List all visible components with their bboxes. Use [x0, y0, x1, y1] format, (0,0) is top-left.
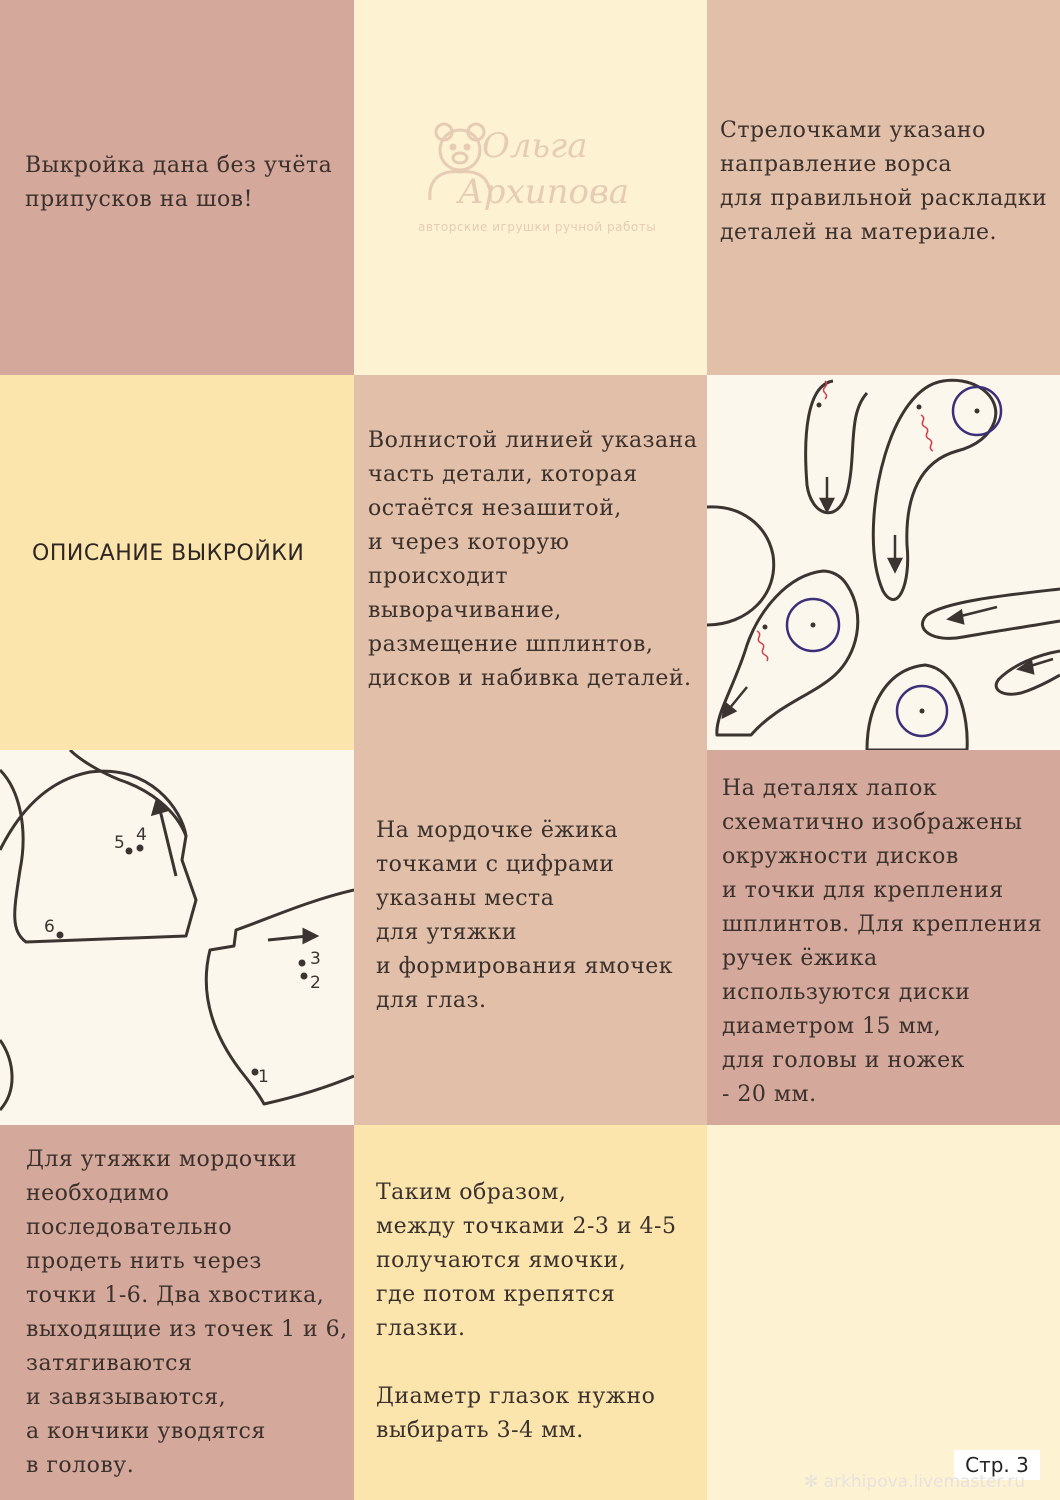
tightening-note-text: Для утяжки мордочки необходимо последовательно продеть нить через точки 1-6. Два хвостика, выходящие из точек 1 и 6, затягиваются и завязываются, а кончики уводятся в голову. — [26, 1147, 348, 1478]
logo-first-name: Ольга — [482, 126, 588, 166]
cell-result-note — [354, 1125, 707, 1500]
snowflake-icon: ✻ — [804, 1472, 819, 1492]
paws-note-text: На деталях лапок схематично изображены окружности дисков и точки для крепления шплинтов. Для крепления ручек ёжика используются диски диаметром 15 мм, для головы и ножек - 20 мм. — [722, 776, 1043, 1107]
wavy-note-text: Волнистой линией указана часть детали, которая остаётся незашитой, и через которую происходит выворачивание, размещение шплинтов, дисков и набивка деталей. — [368, 428, 698, 691]
point-label-1: 1 — [258, 1067, 269, 1087]
cell-muzzle-pattern — [0, 750, 354, 1125]
cell-logo — [354, 0, 707, 375]
cell-paws-note — [707, 750, 1060, 1125]
point-label-5: 5 — [114, 833, 125, 853]
point-label-3: 3 — [310, 949, 321, 969]
page-number: Стр. 3 — [954, 1450, 1040, 1480]
cell-tightening-note — [0, 1125, 354, 1500]
site-watermark — [804, 1472, 1025, 1492]
site-url: arkhipova.livemaster.ru — [823, 1472, 1025, 1492]
cell-wavy-note — [354, 375, 707, 750]
cell-paws-pattern — [707, 375, 1060, 750]
logo-tagline: авторские игрушки ручной работы — [418, 220, 657, 234]
cell-empty — [707, 1125, 1060, 1500]
muzzle-pattern-illustration — [0, 750, 354, 1125]
point-label-4: 4 — [136, 825, 147, 845]
muzzle-note-text: На мордочке ёжика точками с цифрами указаны места для утяжки и формирования ямочек для глаз. — [376, 818, 674, 1013]
result-note-text: Таким образом, между точками 2-3 и 4-5 получаются ямочки, где потом крепятся глазки. Диаметр глазок нужно выбирать 3-4 мм. — [376, 1180, 677, 1443]
cell-muzzle-note — [354, 750, 707, 1125]
cell-arrows-note — [707, 0, 1060, 375]
paws-pattern-illustration — [707, 375, 1060, 750]
cell-section-title — [0, 375, 354, 750]
section-title: ОПИСАНИЕ ВЫКРОЙКИ — [32, 541, 305, 566]
point-label-6: 6 — [44, 917, 55, 937]
logo-last-name: Архипова — [458, 172, 630, 212]
arrows-note-text: Стрелочками указано направление ворса для правильной раскладки деталей на материале. — [720, 118, 1048, 245]
cell-no-allowance — [0, 0, 354, 375]
point-label-2: 2 — [310, 973, 321, 993]
no-allowance-text: Выкройка дана без учёта припусков на шов! — [25, 153, 333, 212]
